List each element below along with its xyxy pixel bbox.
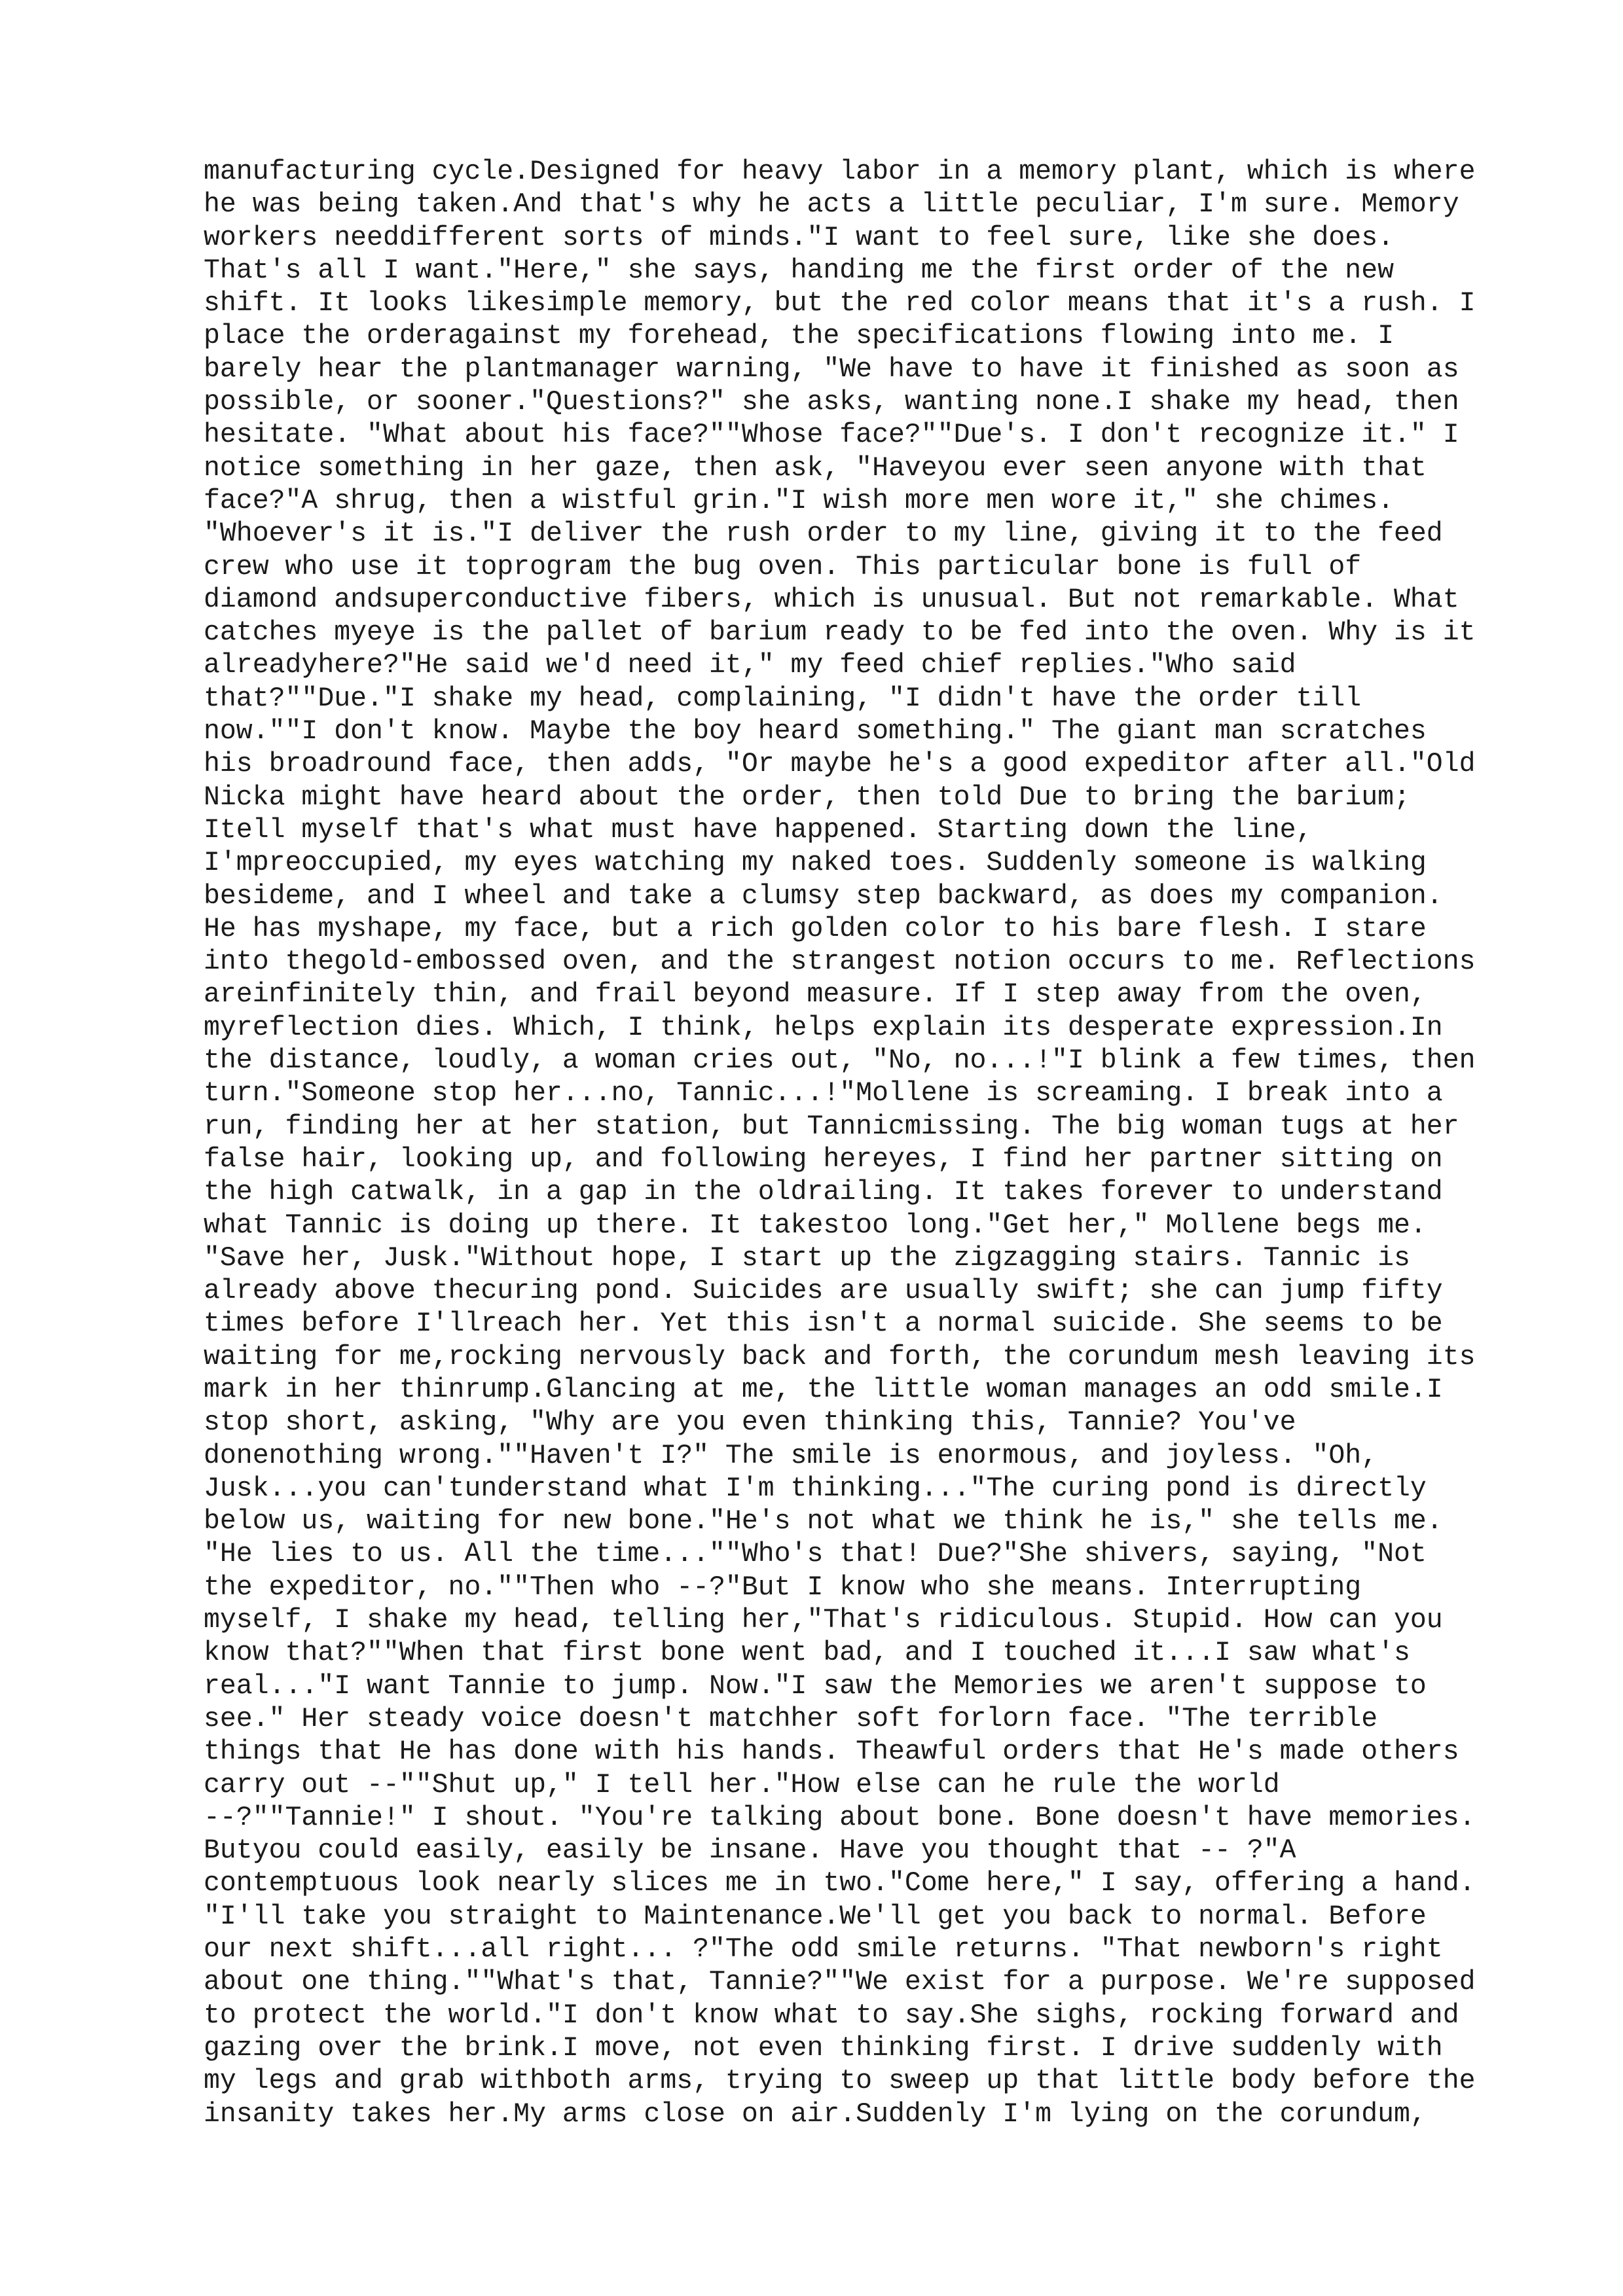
- text-line: catches myeye is the pallet of barium ready to be fed into the oven. Why is it: [204, 617, 1476, 649]
- text-line: his broadround face, then adds, "Or maybe he's a good expeditor after all."Old: [204, 749, 1476, 780]
- text-line: our next shift...all right... ?"The odd smile returns. "That newborn's right: [204, 1934, 1443, 1965]
- text-line: notice something in her gaze, then ask, "Haveyou ever seen anyone with that: [204, 452, 1427, 484]
- text-line: shift. It looks likesimple memory, but the red color means that it's a rush. I: [204, 288, 1476, 319]
- text-line: crew who use it toprogram the bug oven. This particular bone is full of: [204, 551, 1362, 583]
- text-line: into thegold-embossed oven, and the strangest notion occurs to me. Reflections: [204, 946, 1476, 978]
- text-line: already above thecuring pond. Suicides are usually swift; she can jump fifty: [204, 1276, 1443, 1307]
- text-line: donenothing wrong.""Haven't I?" The smile is enormous, and joyless. "Oh,: [204, 1440, 1378, 1471]
- text-line: diamond andsuperconductive fibers, which is unusual. But not remarkable. What: [204, 584, 1459, 615]
- text-line: times before I'llreach her. Yet this isn't a normal suicide. She seems to be: [204, 1308, 1443, 1340]
- text-line: Jusk...you can'tunderstand what I'm thinking..."The curing pond is directly: [204, 1473, 1427, 1504]
- text-line: waiting for me,rocking nervously back and forth, the corundum mesh leaving its: [204, 1341, 1476, 1372]
- text-line: "Save her, Jusk."Without hope, I start up the zigzagging stairs. Tannic is: [204, 1242, 1410, 1274]
- text-line: Itell myself that's what must have happened. Starting down the line,: [204, 814, 1313, 846]
- text-line: mark in her thinrump.Glancing at me, the little woman manages an odd smile.I: [204, 1374, 1443, 1405]
- text-line: stop short, asking, "Why are you even thinking this, Tannie? You've: [204, 1407, 1296, 1439]
- text-line: he was being taken.And that's why he acts a little peculiar, I'm sure. Memory: [204, 189, 1459, 221]
- text-line: possible, or sooner."Questions?" she asks, wanting none.I shake my head, then: [204, 387, 1459, 418]
- text-line: barely hear the plantmanager warning, "We have to have it finished as soon as: [204, 353, 1459, 385]
- text-line: I'mpreoccupied, my eyes watching my naked toes. Suddenly someone is walking: [204, 848, 1427, 879]
- text-line: "I'll take you straight to Maintenance.We'll get you back to normal. Before: [204, 1901, 1427, 1932]
- text-line: see." Her steady voice doesn't matchher soft forlorn face. "The terrible: [204, 1703, 1378, 1734]
- text-line: the high catwalk, in a gap in the oldrailing. It takes forever to understand: [204, 1177, 1443, 1208]
- text-line: things that He has done with his hands. Theawful orders that He's made others: [204, 1736, 1459, 1768]
- text-line: hesitate. "What about his face?""Whose face?""Due's. I don't recognize it." I: [204, 420, 1459, 451]
- text-line: gazing over the brink.I move, not even thinking first. I drive suddenly with: [204, 2032, 1443, 2064]
- text-line: insanity takes her.My arms close on air.Suddenly I'm lying on the corundum,: [204, 2098, 1427, 2130]
- text-line: manufacturing cycle.Designed for heavy labor in a memory plant, which is where: [204, 156, 1476, 187]
- text-line: besideme, and I wheel and take a clumsy step backward, as does my companion.: [204, 880, 1443, 912]
- text-line: "He lies to us. All the time...""Who's that! Due?"She shivers, saying, "Not: [204, 1539, 1427, 1570]
- text-line: about one thing.""What's that, Tannie?""We exist for a purpose. We're supposed: [204, 1967, 1476, 1998]
- text-line: Butyou could easily, easily be insane. Have you thought that -- ?"A: [204, 1835, 1296, 1867]
- text-line: below us, waiting for new bone."He's not what we think he is," she tells me.: [204, 1506, 1443, 1537]
- text-line: Nicka might have heard about the order, then told Due to bring the barium;: [204, 781, 1410, 813]
- text-line: turn."Someone stop her...no, Tannic...!"Mollene is screaming. I break into a: [204, 1078, 1443, 1109]
- text-line: know that?""When that first bone went bad, and I touched it...I saw what's: [204, 1638, 1410, 1669]
- text-line: my legs and grab withboth arms, trying to sweep up that little body before the: [204, 2066, 1476, 2097]
- text-line: real..."I want Tannie to jump. Now."I saw the Memories we aren't suppose to: [204, 1670, 1427, 1702]
- text-line: alreadyhere?"He said we'd need it," my feed chief replies."Who said: [204, 650, 1296, 681]
- text-line: what Tannic is doing up there. It takestoo long."Get her," Mollene begs me.: [204, 1210, 1427, 1241]
- text-line: place the orderagainst my forehead, the specifications flowing into me. I: [204, 321, 1394, 352]
- text-line: carry out --""Shut up," I tell her."How else can he rule the world: [204, 1769, 1280, 1801]
- text-line: face?"A shrug, then a wistful grin."I wish more men wore it," she chimes.: [204, 485, 1394, 516]
- text-line: false hair, looking up, and following hereyes, I find her partner sitting on: [204, 1143, 1443, 1175]
- text-line: workers needdifferent sorts of minds."I want to feel sure, like she does.: [204, 222, 1394, 253]
- text-line: run, finding her at her station, but Tannicmissing. The big woman tugs at her: [204, 1111, 1459, 1142]
- text-line: That's all I want."Here," she says, handing me the first order of the new: [204, 255, 1394, 286]
- text-line: "Whoever's it is."I deliver the rush order to my line, giving it to the feed: [204, 518, 1443, 550]
- text-line: myself, I shake my head, telling her,"That's ridiculous. Stupid. How can you: [204, 1605, 1443, 1636]
- text-line: --?""Tannie!" I shout. "You're talking about bone. Bone doesn't have memories.: [204, 1802, 1476, 1833]
- text-line: the expeditor, no.""Then who --?"But I know who she means. Interrupting: [204, 1571, 1362, 1603]
- text-line: areinfinitely thin, and frail beyond measure. If I step away from the oven,: [204, 979, 1427, 1011]
- text-line: He has myshape, my face, but a rich golden color to his bare flesh. I stare: [204, 913, 1427, 944]
- text-line: contemptuous look nearly slices me in two."Come here," I say, offering a hand.: [204, 1868, 1476, 1899]
- body-text: [204, 156, 1513, 2131]
- text-line: now.""I don't know. Maybe the boy heard something." The giant man scratches: [204, 716, 1427, 747]
- text-line: the distance, loudly, a woman cries out, "No, no...!"I blink a few times, then: [204, 1045, 1476, 1077]
- text-line: that?""Due."I shake my head, complaining, "I didn't have the order till: [204, 683, 1362, 714]
- text-line: myreflection dies. Which, I think, helps explain its desperate expression.In: [204, 1012, 1443, 1043]
- text-line: to protect the world."I don't know what to say.She sighs, rocking forward and: [204, 2000, 1459, 2031]
